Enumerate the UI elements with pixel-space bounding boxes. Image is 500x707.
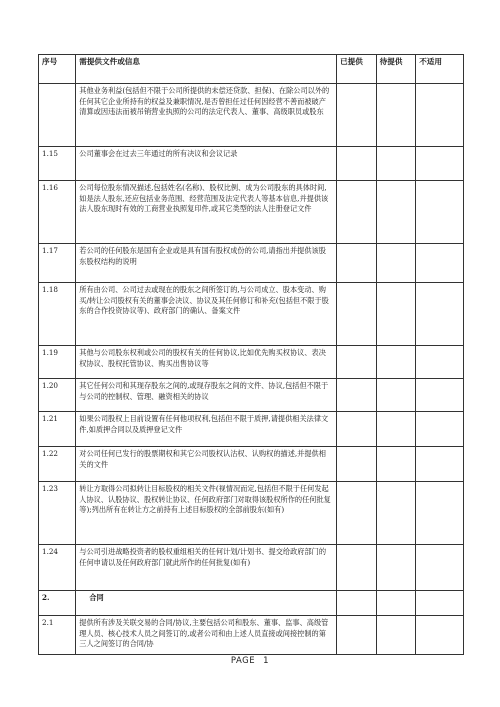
row-number	[39, 84, 76, 147]
row-description: 其他业务利益(包括但不限于公司所提供的未偿还贷款、担保)、在除公司以外的任何其它企业所持有的权益及兼职情况,是否曾担任过任何因经营不善而被破产清算或因违法而被吊销营业执照的公司的法定代表人、董事、高级职员或股东	[76, 84, 337, 147]
row-number: 1.24	[39, 545, 76, 591]
header-na: 不适用	[416, 55, 464, 84]
pending-cell[interactable]	[376, 447, 416, 482]
table-row	[39, 283, 464, 346]
na-cell[interactable]	[416, 447, 464, 482]
pending-cell[interactable]	[376, 412, 416, 447]
provided-cell[interactable]	[337, 181, 377, 244]
header-no: 序号	[39, 55, 76, 84]
row-description: 如果公司股权上目前设置有任何他项权利,包括但不限于质押,请提供相关法律文件,如质押合同以及质押登记文件	[76, 412, 337, 447]
table-row	[39, 84, 464, 147]
row-number: 1.18	[39, 283, 76, 346]
section-title: 合同	[89, 593, 104, 602]
pending-cell[interactable]	[376, 283, 416, 346]
row-description: 公司每位股东情况描述,包括姓名(名称)、股权比例、成为公司股东的具体时间,如是法人股东,还应包括业务范围、经营范围及法定代表人等基本信息,并提供该法人股东现时有效的工商营业执照复印件,或其它类型的法人注册登记文件	[76, 181, 337, 244]
table-row	[39, 346, 464, 379]
pending-cell[interactable]	[376, 482, 416, 545]
provided-cell[interactable]	[337, 283, 377, 346]
na-cell[interactable]	[416, 379, 464, 412]
table-row	[39, 244, 464, 283]
row-description: 其他与公司股东权利或公司的股权有关的任何协议,比如优先购买权协议、表决权协议、股权托管协议、购买出售协议等	[76, 346, 337, 379]
pending-cell[interactable]	[376, 616, 416, 655]
provided-cell[interactable]	[337, 412, 377, 447]
header-provided: 已提供	[337, 55, 377, 84]
row-number: 1.17	[39, 244, 76, 283]
pending-cell[interactable]	[376, 346, 416, 379]
row-number: 1.20	[39, 379, 76, 412]
provided-cell	[337, 591, 377, 616]
row-description: 其它任何公司和其现存股东之间的,或现存股东之间的文件、协议,包括但不限于与公司的控制权、管理、融资相关的协议	[76, 379, 337, 412]
na-cell[interactable]	[416, 244, 464, 283]
page-number: 1	[263, 656, 270, 666]
provided-cell[interactable]	[337, 244, 377, 283]
row-description: 若公司的任何股东是国有企业或是具有国有股权成份的公司,请指出并提供该股东股权结构的说明	[76, 244, 337, 283]
row-description: 对公司任何已发行的股票期权和其它公司股权认沽权、认购权的描述,并提供相关的文件	[76, 447, 337, 482]
header-pending: 待提供	[376, 55, 416, 84]
na-cell[interactable]	[416, 545, 464, 591]
na-cell[interactable]	[416, 616, 464, 655]
na-cell[interactable]	[416, 412, 464, 447]
provided-cell[interactable]	[337, 147, 377, 181]
provided-cell[interactable]	[337, 447, 377, 482]
row-number: 1.21	[39, 412, 76, 447]
na-cell[interactable]	[416, 181, 464, 244]
pending-cell[interactable]	[376, 147, 416, 181]
provided-cell[interactable]	[337, 84, 377, 147]
table-row	[39, 616, 464, 655]
na-cell	[416, 591, 464, 616]
page-label: PAGE	[230, 656, 256, 666]
table-row	[39, 447, 464, 482]
na-cell[interactable]	[416, 147, 464, 181]
document-table	[38, 54, 464, 655]
row-description: 与公司引进战略投资者的股权重组相关的任何计划/计划书、提交给政府部门的任何申请以及任何政府部门就此所作的任何批复(如有)	[76, 545, 337, 591]
row-number: 1.19	[39, 346, 76, 379]
page-footer	[0, 656, 500, 666]
pending-cell[interactable]	[376, 545, 416, 591]
header-info: 需提供文件或信息	[76, 55, 337, 84]
section-row	[39, 591, 464, 616]
table-row	[39, 482, 464, 545]
table-row	[39, 379, 464, 412]
row-description: 公司董事会在过去三年通过的所有决议和会议记录	[76, 147, 337, 181]
pending-cell[interactable]	[376, 84, 416, 147]
row-description: 提供所有涉及关联交易的合同/协议,主要包括公司和股东、董事、监事、高级管理人员、核心技术人员之间签订的,或者公司和由上述人员直接或间接控制的第三人之间签订的合同/协	[76, 616, 337, 655]
row-number: 1.23	[39, 482, 76, 545]
na-cell[interactable]	[416, 283, 464, 346]
table-row	[39, 545, 464, 591]
provided-cell[interactable]	[337, 616, 377, 655]
section-number: 2.	[39, 591, 76, 616]
pending-cell[interactable]	[376, 181, 416, 244]
pending-cell[interactable]	[376, 244, 416, 283]
provided-cell[interactable]	[337, 545, 377, 591]
row-number: 1.16	[39, 181, 76, 244]
row-number: 1.22	[39, 447, 76, 482]
table-header-row	[39, 55, 464, 84]
na-cell[interactable]	[416, 84, 464, 147]
table-row	[39, 181, 464, 244]
row-number: 2.1	[39, 616, 76, 655]
table-row	[39, 147, 464, 181]
row-number: 1.15	[39, 147, 76, 181]
provided-cell[interactable]	[337, 482, 377, 545]
row-description: 所有由公司、公司过去或现在的股东之间所签订的,与公司成立、股本变动、购买/转让公司股权有关的董事会决议、协议及其任何修订和补充(包括但不限于股东的合作投资协议等)、政府部门的确认、备案文件	[76, 283, 337, 346]
na-cell[interactable]	[416, 482, 464, 545]
table-row	[39, 412, 464, 447]
row-description: 转让方取得公司拟转让目标股权的相关文件(视情况而定,包括但不限于任何发起人协议、认股协议、股权转让协议、任何政府部门对取得该股权所作的任何批复等);列出所有在转让方之前持有上述目标股权的全部前股东(如有)	[76, 482, 337, 545]
provided-cell[interactable]	[337, 346, 377, 379]
provided-cell[interactable]	[337, 379, 377, 412]
pending-cell[interactable]	[376, 379, 416, 412]
na-cell[interactable]	[416, 346, 464, 379]
pending-cell	[376, 591, 416, 616]
section-title-cell	[76, 591, 337, 616]
